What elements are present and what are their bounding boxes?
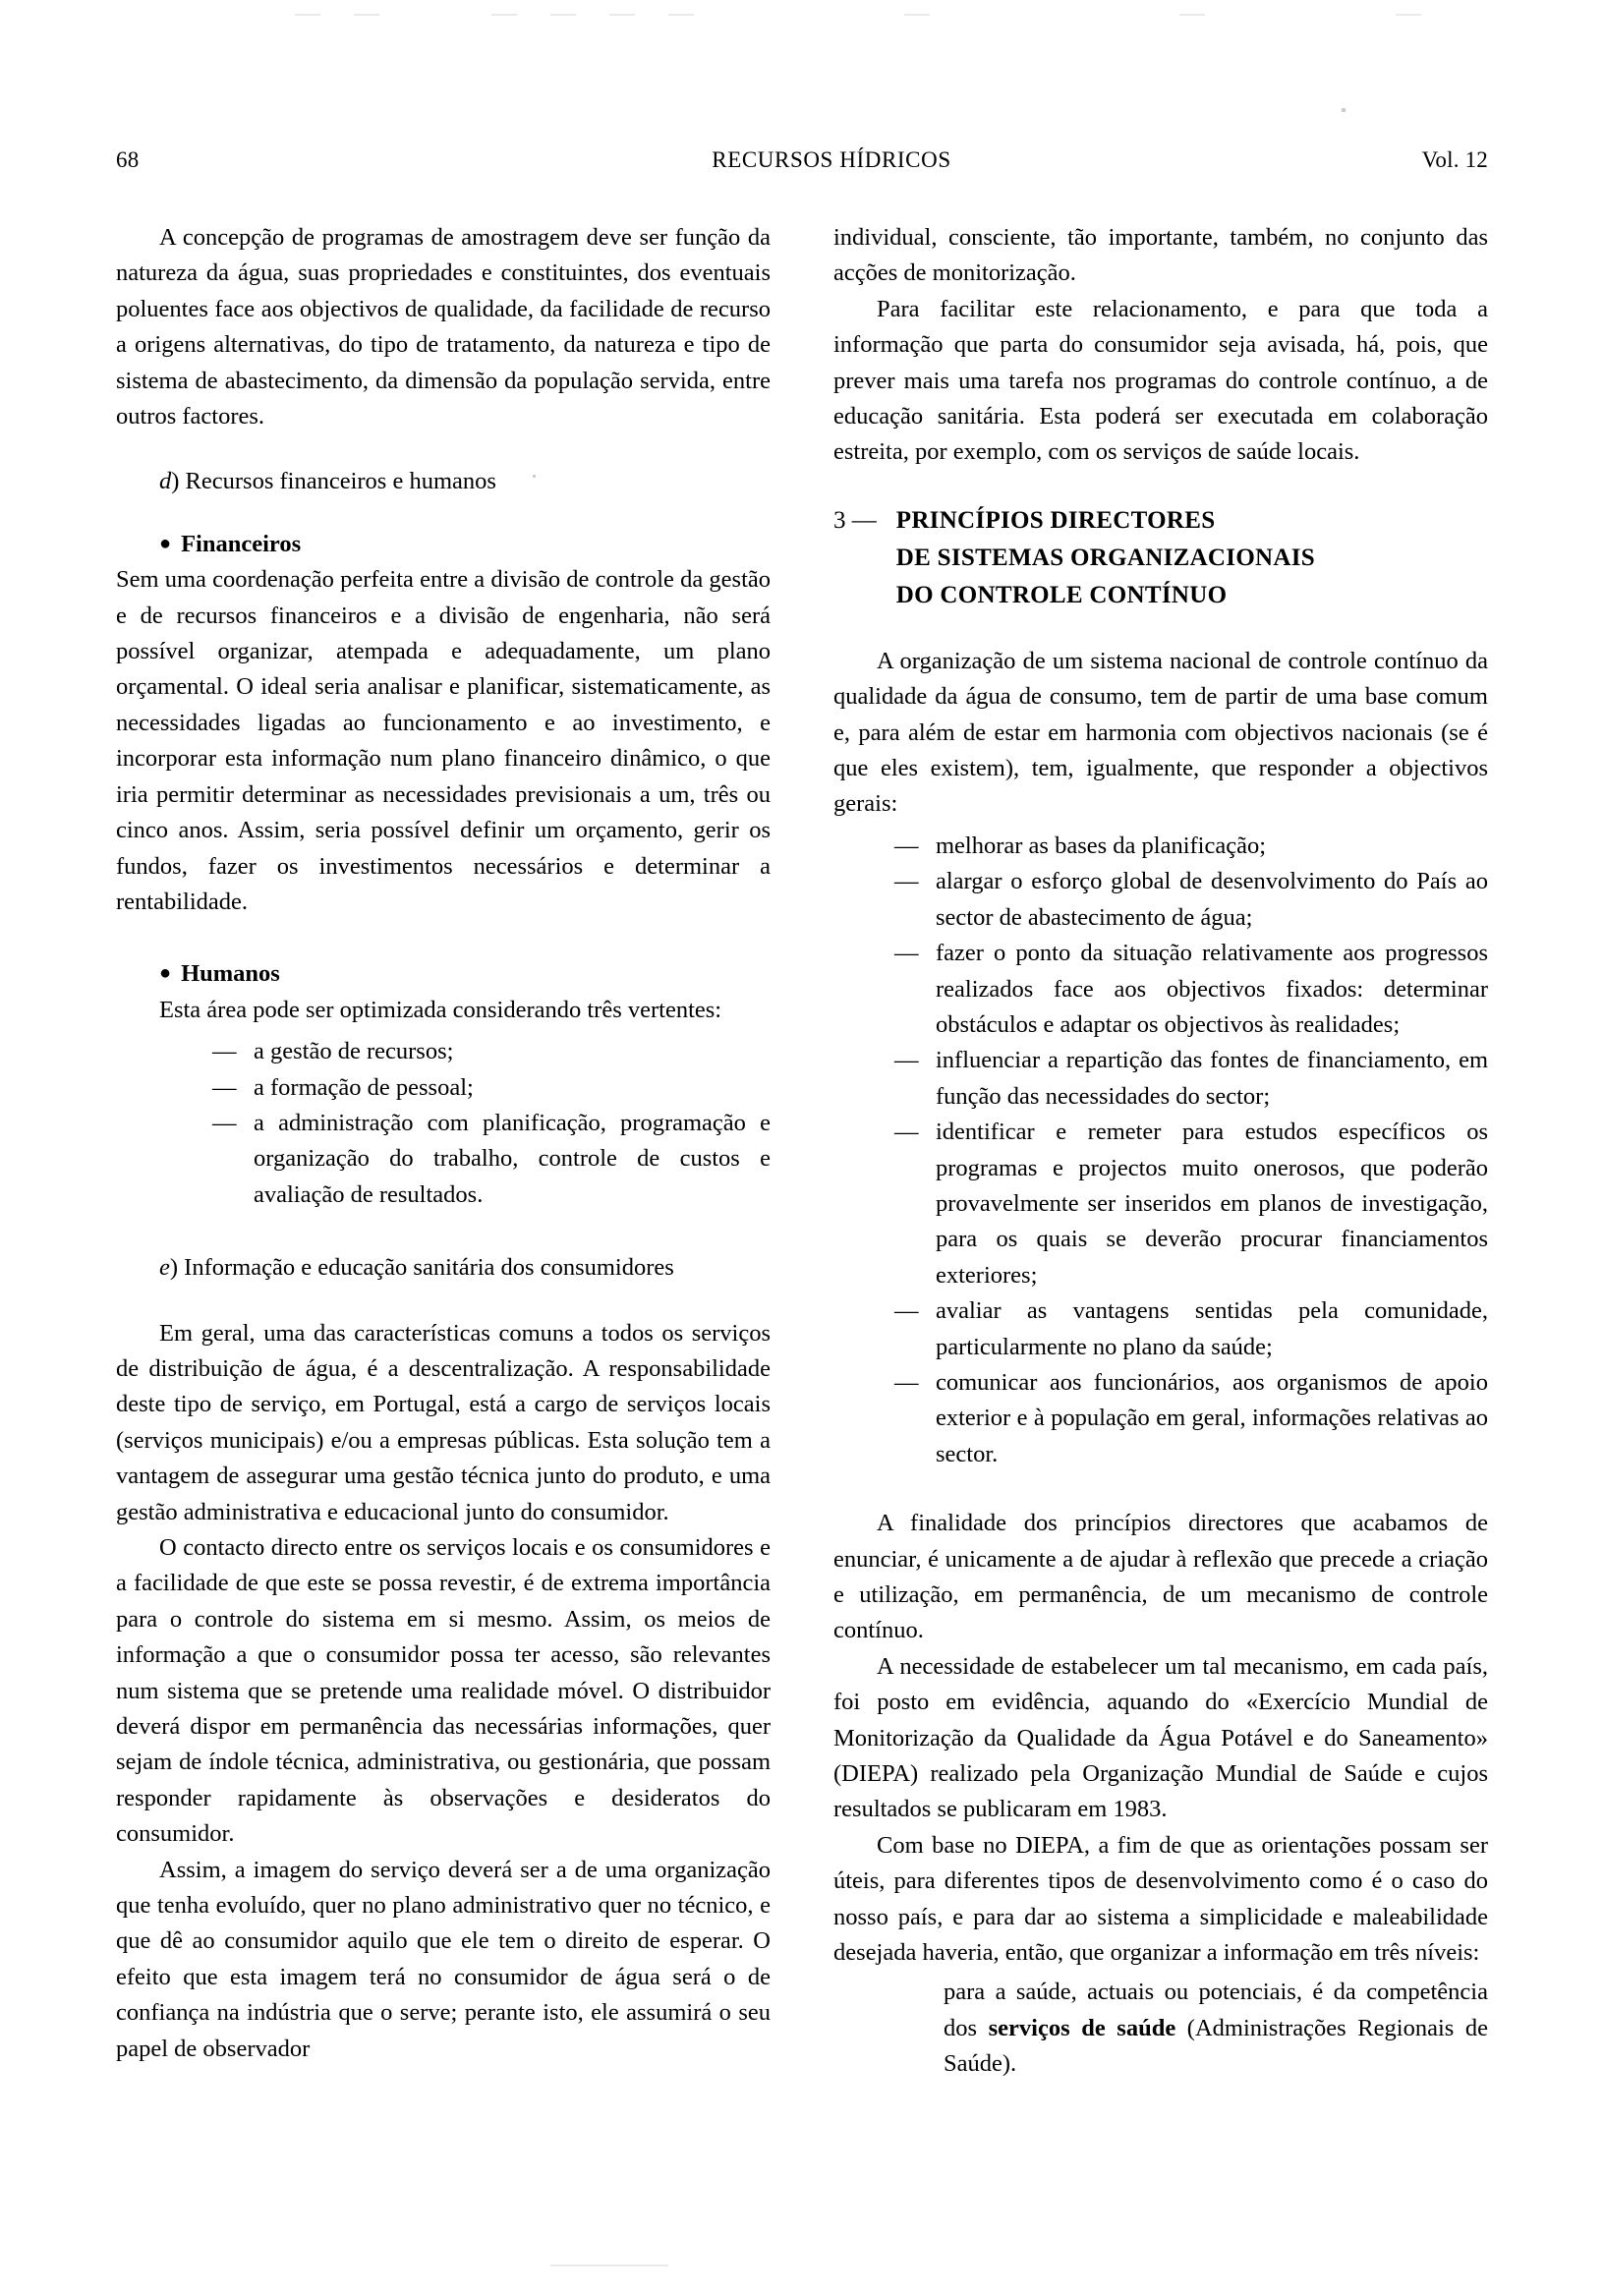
list-item-text: influenciar a repartição das fontes de financiamento, em função das necessidades do sector; [936,1047,1488,1110]
right-column [833,220,1488,2083]
em-dash-icon: — [212,1073,237,1101]
section-heading [833,502,1488,614]
final-text-part1: para a saúde, actuais ou potenciais, é da competência dos [944,1979,1488,2041]
running-head [116,147,1488,187]
list-item [894,829,1488,864]
subsection-heading-e [116,1250,771,1286]
paragraph: Para facilitar este relacionamento, e para que toda a informação que parta do consumidor seja avisada, há, pois, que prever mais uma tarefa nos programas do controle contínuo, a de educação sanitária. Esta poderá ser executada em colaboração estreita, por exemplo, com os serviços de saúde locais. [833,295,1488,466]
paragraph: individual, consciente, tão importante, também, no conjunto das acções de monitorização. [833,224,1488,287]
paragraph: O contacto directo entre os serviços locais e os consumidores e a facilidade de que este se possa revestir, é de extrema importância para o controle do sistema em si mesmo. Assim, os meios de informação a que o consumidor possa ter acesso, são relevantes num sistema que se pretende uma realidade móvel. O distribuidor deverá dispor em permanência das necessárias informações, quer sejam de índole técnica, administrativa, ou gestionária, que possam responder rapidamente às observações e desideratos do consumidor. [116,1534,771,1848]
journal-title: RECURSOS HÍDRICOS [712,147,951,172]
list-item [894,1365,1488,1472]
left-column [116,220,771,2083]
bullet-dot-icon: ● [159,532,172,554]
paragraph: Com base no DIEPA, a fim de que as orientações possam ser úteis, para diferentes tipos de desenvolvimento como é o caso do nosso país, e para dar ao sistema a simplicidade e maleabilidade desejada haveria, então, que organizar a informação em três níveis: [833,1831,1488,1967]
list-item [894,1043,1488,1115]
paragraph [944,1975,1488,2082]
scan-speck [1342,108,1346,112]
paragraph: A necessidade de estabelecer um tal mecanismo, em cada país, foi posto em evidência, aquando do «Exercício Mundial de Monitorização da Qualidade da Água Potável e do Saneamento» (DIEPA) realizado pela Organização Mundial de Saúde e cujos resultados se publicaram em 1983. [833,1652,1488,1823]
scan-edge-marks-bottom [0,2265,1604,2274]
list-item [212,1070,771,1106]
page-content [116,147,1488,2083]
humanos-list [116,1034,771,1213]
subsection-letter-d: d [159,468,172,495]
bullet-heading-financeiros [116,526,771,562]
list-item [894,936,1488,1043]
list-item [894,1115,1488,1293]
subsection-heading-e-text: ) Informação e educação sanitária dos consumidores [169,1254,674,1282]
em-dash-icon: — [894,868,919,895]
paragraph: Sem uma coordenação perfeita entre a divisão de controle da gestão e de recursos financeiros e a divisão de engenharia, não será possível organizar, atempada e adequadamente, um plano orçamental. O ideal seria analisar e planificar, sistematicamente, as necessidades ligadas ao funcionamento e ao investimento, e incorporar esta informação num plano financeiro dinâmico, o que iria permitir determinar as necessidades previsionais a um, três ou cinco anos. Assim, seria possível definir um orçamento, gerir os fundos, fazer os investimentos necessários e determinar a rentabilidade. [116,566,771,915]
subsection-heading-d-text: ) Recursos financeiros e humanos [171,468,496,495]
two-column-body [116,220,1488,2083]
section-title-line: DE SISTEMAS ORGANIZACIONAIS [895,544,1316,571]
subsection-letter-e: e [159,1254,170,1282]
list-item [212,1106,771,1213]
em-dash-icon: — [894,1368,919,1396]
objectives-list [833,829,1488,1472]
em-dash-icon: — [212,1038,237,1065]
section-number: 3 — [833,506,877,534]
list-item-text: identificar e remeter para estudos específicos os programas e projectos muito onerosos, que poderão provavelmente ser inseridos em planos de investigação, para os quais se deverão procurar financiamentos exteriores; [936,1119,1488,1289]
list-item-text: a gestão de recursos; [254,1038,454,1065]
list-item-text: comunicar aos funcionários, aos organismos de apoio exterior e à população em geral, informações relativas ao sector. [936,1368,1488,1467]
bullet-heading-financeiros-label: Financeiros [181,530,302,557]
scan-edge-marks-top [0,14,1604,24]
paragraph-spacer [833,1472,1488,1506]
list-item-text: a administração com planificação, programação e organização do trabalho, controle de custos e avaliação de resultados. [254,1109,771,1208]
paragraph: A concepção de programas de amostragem deve ser função da natureza da água, suas propriedades e constituintes, dos eventuais poluentes face aos objectivos de qualidade, da facilidade de recurso a origens alternativas, do tipo de tratamento, da natureza e tipo de sistema de abastecimento, da dimensão da população servida, entre outros factores. [116,224,771,430]
em-dash-icon: — [212,1109,237,1136]
list-item [894,864,1488,936]
em-dash-icon: — [894,832,919,859]
subsection-heading-d [116,464,771,499]
paragraph: A organização de um sistema nacional de controle contínuo da qualidade da água de consumo, tem de partir de uma base comum e, para além de estar em harmonia com objectivos nacionais (se é que eles existem), tem, igualmente, que responder a objectivos gerais: [833,647,1488,818]
final-indented-block [833,1975,1488,2082]
list-item-text: fazer o ponto da situação relativamente aos progressos realizados face aos objectivos fixados: determinar obstáculos e adaptar os objectivos às realidades; [936,940,1488,1038]
list-item-text: melhorar as bases da planificação; [936,832,1267,859]
list-item [212,1034,771,1069]
em-dash-icon: — [894,1047,919,1074]
paragraph: Em geral, uma das características comuns a todos os serviços de distribuição de água, é a descentralização. A responsabilidade deste tipo de serviço, em Portugal, está a cargo de serviços locais (serviços municipais) e/ou a empresas públicas. Esta solução tem a vantagem de assegurar uma gestão técnica junto do produto, e uma gestão administrativa e educacional junto do consumidor. [116,1319,771,1525]
list-item-text: alargar o esforço global de desenvolvimento do País ao sector de abastecimento de água; [936,868,1488,931]
em-dash-icon: — [894,1297,919,1325]
bullet-dot-icon: ● [159,962,172,985]
paragraph: A finalidade dos princípios directores que acabamos de enunciar, é unicamente a de ajudar à reflexão que precede a criação e utilização, em permanência, de um mecanismo de controle contínuo. [833,1510,1488,1644]
bullet-heading-humanos [116,955,771,992]
list-item-text: avaliar as vantagens sentidas pela comunidade, particularmente no plano da saúde; [936,1297,1488,1360]
paragraph: Assim, a imagem do serviço deverá ser a de uma organização que tenha evoluído, quer no plano administrativo quer no técnico, e que dê ao consumidor aquilo que ele tem o direito de esperar. O efeito que esta imagem terá no consumidor de água será o de confiança na indústria que o serve; perante isto, ele assumirá o seu papel de observador [116,1856,771,2062]
section-title [896,502,1315,614]
volume-label: Vol. 12 [1421,147,1488,172]
bullet-heading-humanos-label: Humanos [181,960,280,988]
em-dash-icon: — [894,940,919,967]
page-number: 68 [116,147,140,172]
paragraph: Esta área pode ser optimizada considerando três vertentes: [159,996,722,1023]
em-dash-icon: — [894,1119,919,1146]
section-title-line: DO CONTROLE CONTÍNUO [895,581,1228,608]
final-text-part2: (Administrações Regionais de Saúde). [944,2014,1488,2078]
final-text-bold: serviços de saúde [988,2014,1176,2041]
list-item [894,1293,1488,1365]
list-item-text: a formação de pessoal; [254,1073,474,1101]
section-title-line: PRINCÍPIOS DIRECTORES [895,506,1216,534]
